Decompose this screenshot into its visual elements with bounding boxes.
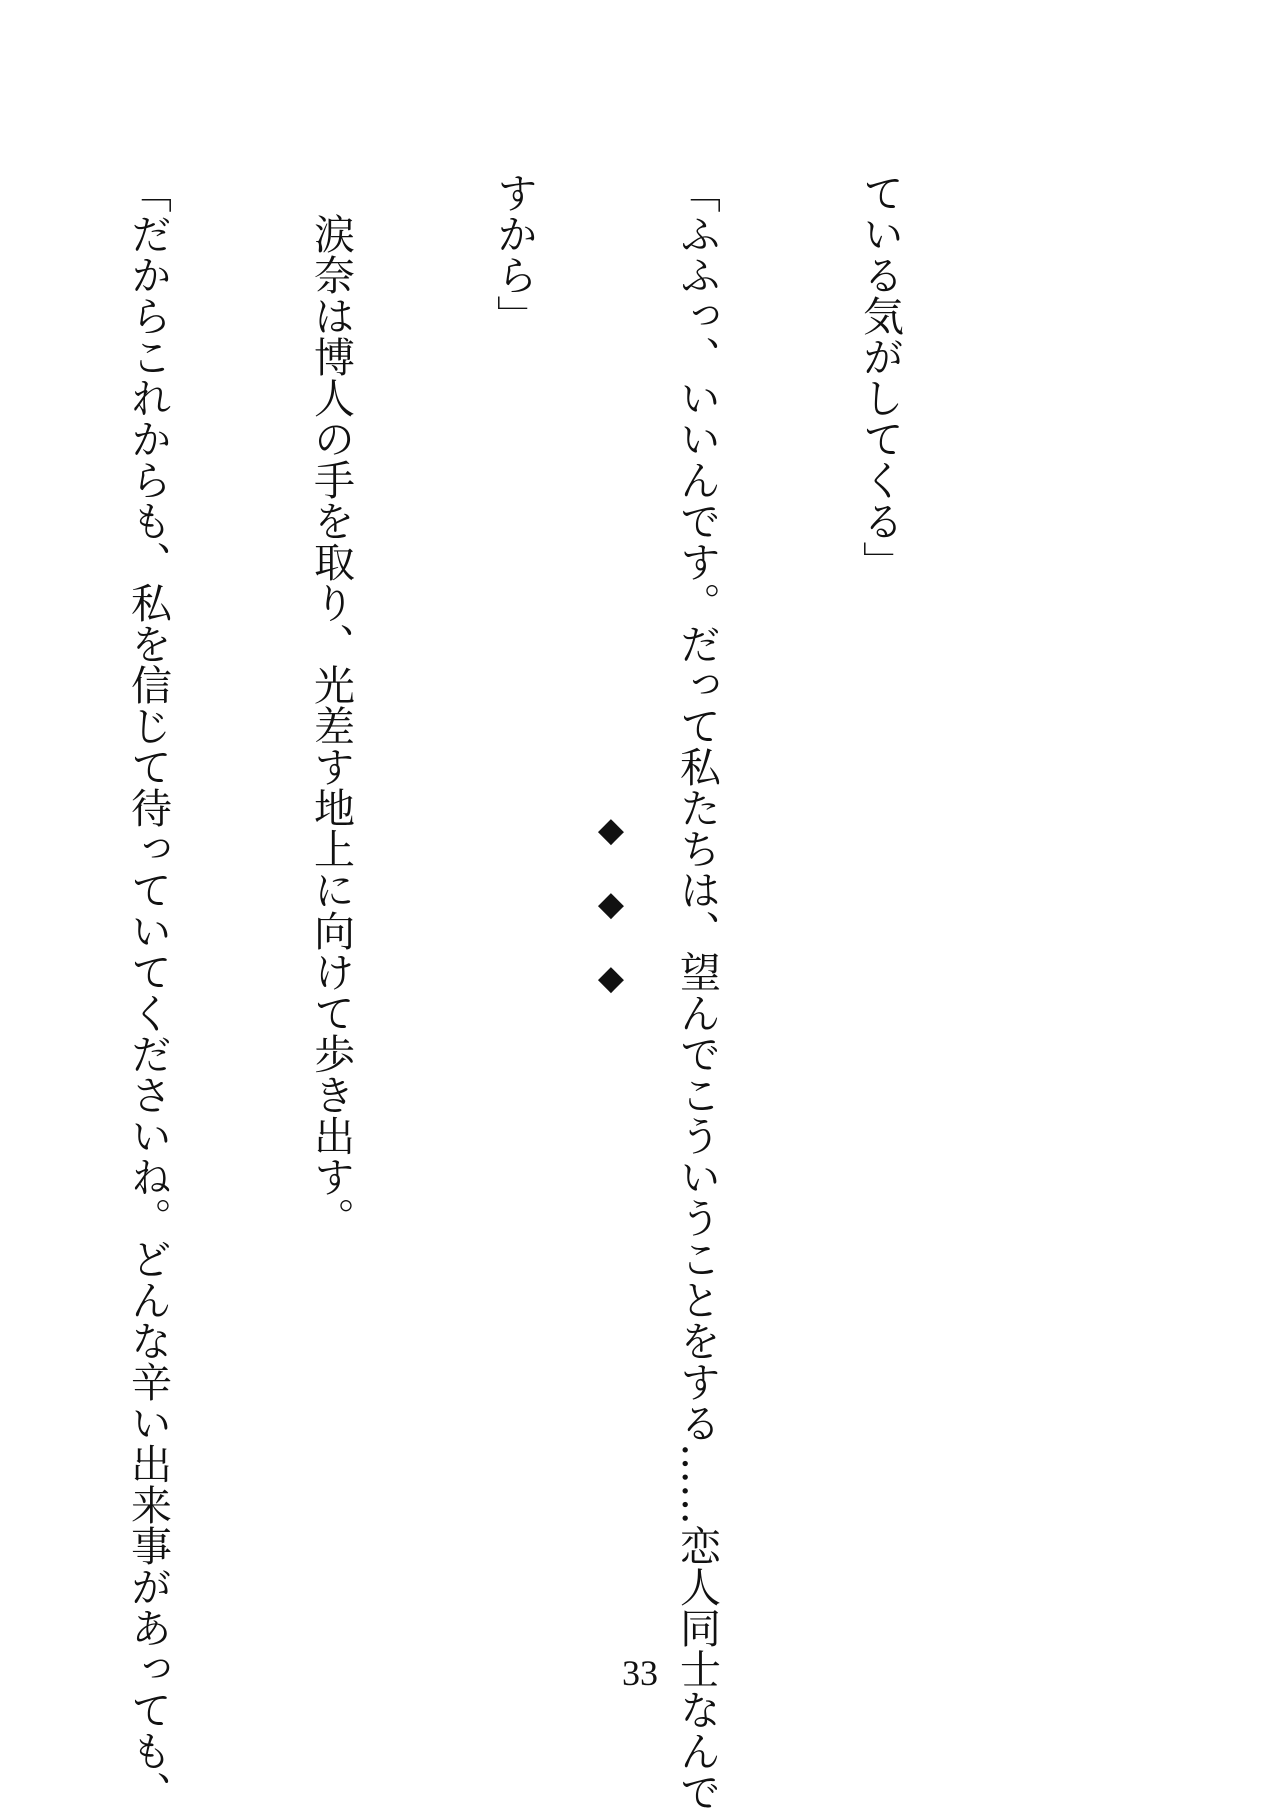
text-line: 涙奈は博人の手を取り、光差す地上に向けて歩き出す。: [307, 172, 355, 1238]
text-line: すから」: [490, 172, 538, 336]
text-line: ている気がしてくる」: [856, 172, 904, 582]
diamond-icon: ◆: [597, 958, 625, 998]
diamond-icon: ◆: [597, 810, 625, 850]
diamond-icon: ◆: [597, 884, 625, 924]
page-number: 33: [622, 1653, 658, 1693]
scene-break-separator: [590, 812, 632, 996]
text-line: 「だからこれからも、私を信じて待っていてくださいね。どんな辛い出来事があっても、: [124, 172, 172, 1812]
text-line: 「ふふっ、いいんです。だって私たちは、望んでこういうことをする……恋人同士なんで: [673, 172, 721, 1812]
